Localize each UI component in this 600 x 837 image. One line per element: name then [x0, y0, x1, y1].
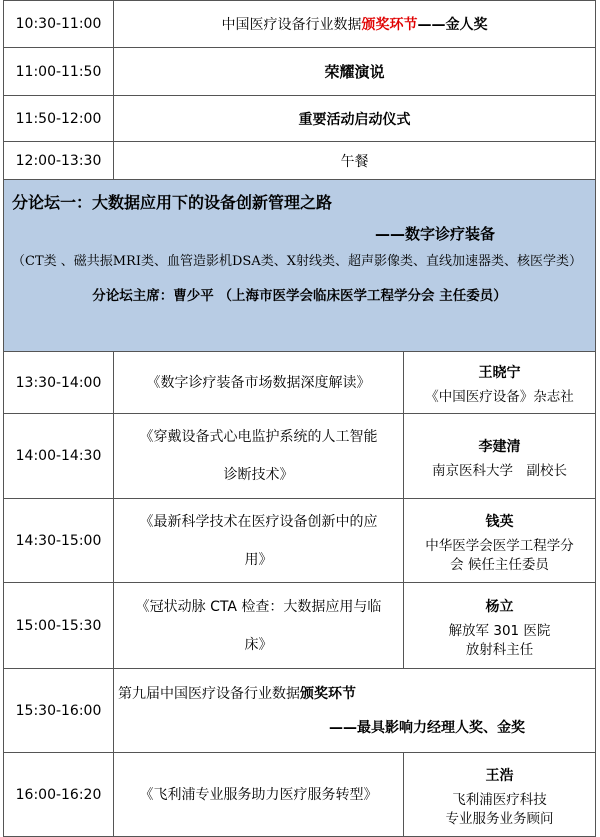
time-cell: 13:30-14:00	[4, 352, 114, 414]
agenda-row	[4, 48, 596, 96]
agenda-row	[4, 142, 596, 180]
award-cell	[114, 1, 596, 48]
award-line: ——最具影响力经理人奖、金奖	[329, 719, 525, 736]
speaker-name: 王晓宁	[478, 365, 521, 381]
forum-host: 分论坛主席：曹少平 （上海市医学会临床医学工程学分会 主任委员）	[92, 288, 507, 304]
talk-title	[114, 583, 404, 669]
speaker-affiliation: 《中国医疗设备》杂志社	[425, 389, 574, 405]
talk-line: 床》	[244, 636, 273, 653]
speaker-cell	[404, 499, 596, 583]
speaker-name: 王浩	[485, 767, 514, 784]
award-prefix: 中国医疗设备行业数据	[221, 17, 362, 33]
speaker-affiliation: 会 候任主任委员	[450, 556, 549, 573]
time-cell: 11:00-11:50	[4, 48, 114, 96]
speaker-affiliation: 飞利浦医疗科技	[452, 791, 547, 808]
time-cell: 14:00-14:30	[4, 414, 114, 499]
time-cell: 15:00-15:30	[4, 583, 114, 669]
speaker-cell	[404, 583, 596, 669]
speaker-affiliation: 解放军 301 医院	[448, 622, 551, 639]
award-line	[114, 677, 595, 711]
speaker-cell	[404, 352, 596, 414]
forum-title: 分论坛一：大数据应用下的设备创新管理之路	[12, 193, 333, 212]
speaker-cell	[404, 753, 596, 837]
speaker-affiliation: 南京医科大学 副校长	[432, 462, 567, 479]
speaker-affiliation: 中华医学会医学工程学分	[425, 537, 574, 554]
session-row	[4, 499, 596, 583]
talk-title	[114, 352, 404, 414]
session-row	[4, 414, 596, 499]
agenda-table	[3, 0, 596, 837]
award-highlight: 颁奖环节	[300, 685, 356, 702]
forum-header-row	[4, 180, 596, 352]
time-cell: 16:00-16:20	[4, 753, 114, 837]
time-cell: 14:30-15:00	[4, 499, 114, 583]
talk-line: 《穿戴设备式心电监护系统的人工智能	[139, 429, 378, 445]
time-cell: 10:30-11:00	[4, 1, 114, 48]
speaker-name: 杨立	[485, 598, 514, 615]
talk-line: 《最新科学技术在医疗设备创新中的应	[139, 513, 378, 530]
forum-header	[4, 180, 596, 352]
talk-line: 诊断技术》	[223, 467, 294, 483]
speaker-affiliation: 专业服务业务顾问	[445, 810, 554, 827]
speaker-name: 钱英	[485, 513, 514, 530]
award-row	[4, 669, 596, 753]
talk-title	[114, 414, 404, 499]
talk-line: 《冠状动脉 CTA 检查：大数据应用与临	[135, 598, 382, 615]
event-title: 午餐	[114, 142, 596, 180]
event-title: 荣耀演说	[114, 48, 596, 96]
talk-line: 用》	[244, 551, 273, 568]
speaker-cell	[404, 414, 596, 499]
talk-title	[114, 499, 404, 583]
award-suffix: ——金人奖	[417, 17, 488, 33]
forum-categories: （CT类 、磁共振MRI类、血管造影机DSA类、X射线类、超声影像类、直线加速器类、核医学类）	[12, 254, 582, 269]
event-title: 重要活动启动仪式	[114, 96, 596, 142]
agenda-row	[4, 1, 596, 48]
speaker-name: 李建清	[478, 438, 521, 455]
time-cell: 15:30-16:00	[4, 669, 114, 753]
session-row	[4, 753, 596, 837]
forum-subtitle: ——数字诊疗装备	[374, 225, 495, 243]
speaker-affiliation: 放射科主任	[465, 641, 534, 658]
award-prefix: 第九届中国医疗设备行业数据	[118, 685, 300, 702]
award-highlight: 颁奖环节	[361, 17, 418, 33]
agenda-row	[4, 96, 596, 142]
award-cell	[114, 669, 596, 753]
time-cell: 12:00-13:30	[4, 142, 114, 180]
session-row	[4, 583, 596, 669]
talk-line: 《数字诊疗装备市场数据深度解读》	[146, 374, 371, 391]
time-cell: 11:50-12:00	[4, 96, 114, 142]
talk-title: 《飞利浦专业服务助力医疗服务转型》	[114, 753, 404, 837]
session-row	[4, 352, 596, 414]
